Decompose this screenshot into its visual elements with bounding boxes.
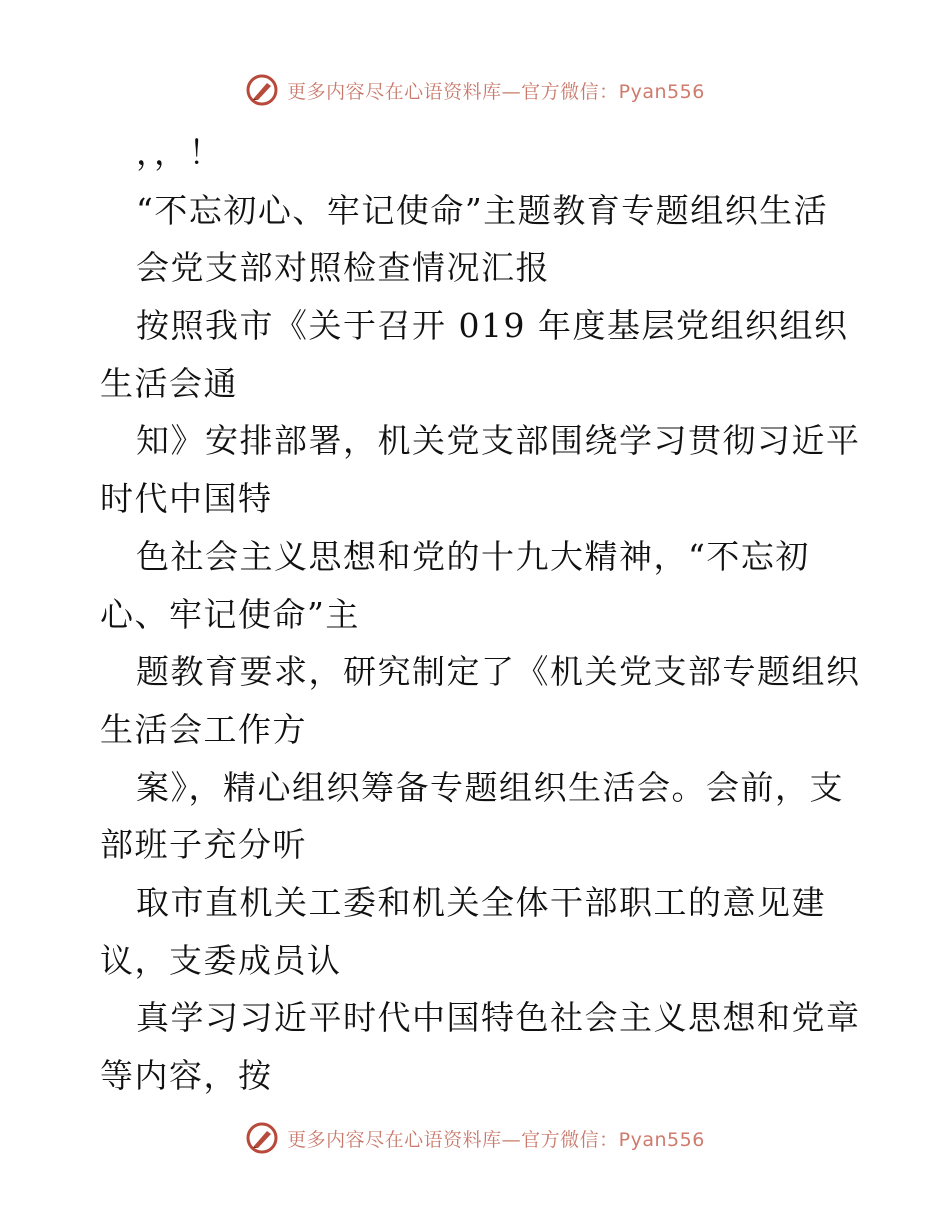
watermark-handle: Pyan556 xyxy=(618,80,705,103)
watermark-text: 更多内容尽在心语资料库—官方微信：Pyan556 xyxy=(287,1128,705,1151)
text-line: ，，！ xyxy=(136,133,223,172)
document-body xyxy=(100,124,860,1105)
text-line: 时代中国特 xyxy=(100,479,273,519)
text-line: 知》安排部署，机关党支部围绕学习贯彻习近平 xyxy=(136,421,861,461)
pen-logo-icon xyxy=(245,73,279,107)
text-line: 会党支部对照检查情况汇报 xyxy=(136,248,550,288)
text-line: 等内容，按 xyxy=(100,1056,273,1095)
text-line: 议，支委成员认 xyxy=(100,940,342,980)
watermark-text: 更多内容尽在心语资料库—官方微信：Pyan556 xyxy=(287,80,705,103)
text-line: 心、牢记使命”主 xyxy=(100,594,360,634)
text-line: 题教育要求，研究制定了《机关党支部专题组织 xyxy=(136,652,861,692)
text-line: “不忘初心、牢记使命”主题教育专题组织生活 xyxy=(136,190,829,230)
text-line: 按照我市《关于召开 019 年度基层党组织组织 xyxy=(136,306,849,346)
text-line: 生活会工作方 xyxy=(100,709,307,749)
text-line: 案》，精心组织筹备专题组织生活会。会前，支 xyxy=(136,767,844,807)
pen-logo-icon xyxy=(245,1121,279,1155)
text-line: 真学习习近平时代中国特色社会主义思想和党章 xyxy=(136,998,861,1038)
footer-watermark xyxy=(0,1116,950,1160)
text-line: 生活会通 xyxy=(100,363,238,403)
text-line: 色社会主义思想和党的十九大精神，“不忘初 xyxy=(136,536,810,576)
text-line: 取市直机关工委和机关全体干部职工的意见建 xyxy=(136,882,826,922)
header-watermark xyxy=(0,68,950,112)
text-line: 部班子充分听 xyxy=(100,825,307,865)
watermark-handle: Pyan556 xyxy=(618,1128,705,1151)
